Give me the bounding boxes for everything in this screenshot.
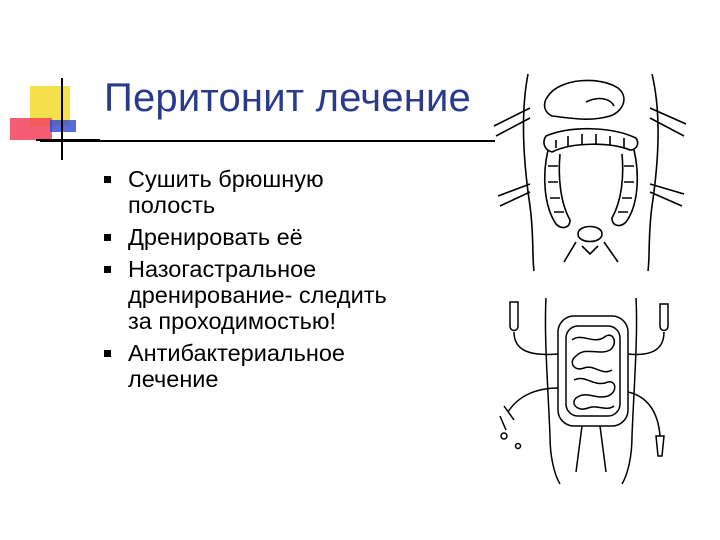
square-bullet-icon (104, 350, 111, 357)
intestine-drainage-illustration (490, 296, 690, 486)
square-bullet-icon (104, 176, 111, 183)
bullet-text: Назогастральное дренирование- следить за проходимостью! (128, 256, 387, 334)
bullet-text: Антибактериальное лечение (128, 340, 345, 392)
square-bullet-icon (104, 234, 111, 241)
cross-logo-icon (0, 0, 110, 170)
title-divider (40, 140, 495, 142)
abdomen-drainage-illustration (490, 66, 690, 276)
slide-title: Перитонит лечение (104, 76, 471, 120)
bullet-text: Сушить брюшную полость (128, 166, 324, 218)
bullet-list (104, 166, 404, 398)
list-item (104, 340, 404, 392)
list-item (104, 166, 404, 218)
square-bullet-icon (104, 266, 111, 273)
list-item (104, 224, 404, 250)
bullet-text: Дренировать её (128, 224, 303, 250)
list-item (104, 256, 404, 334)
